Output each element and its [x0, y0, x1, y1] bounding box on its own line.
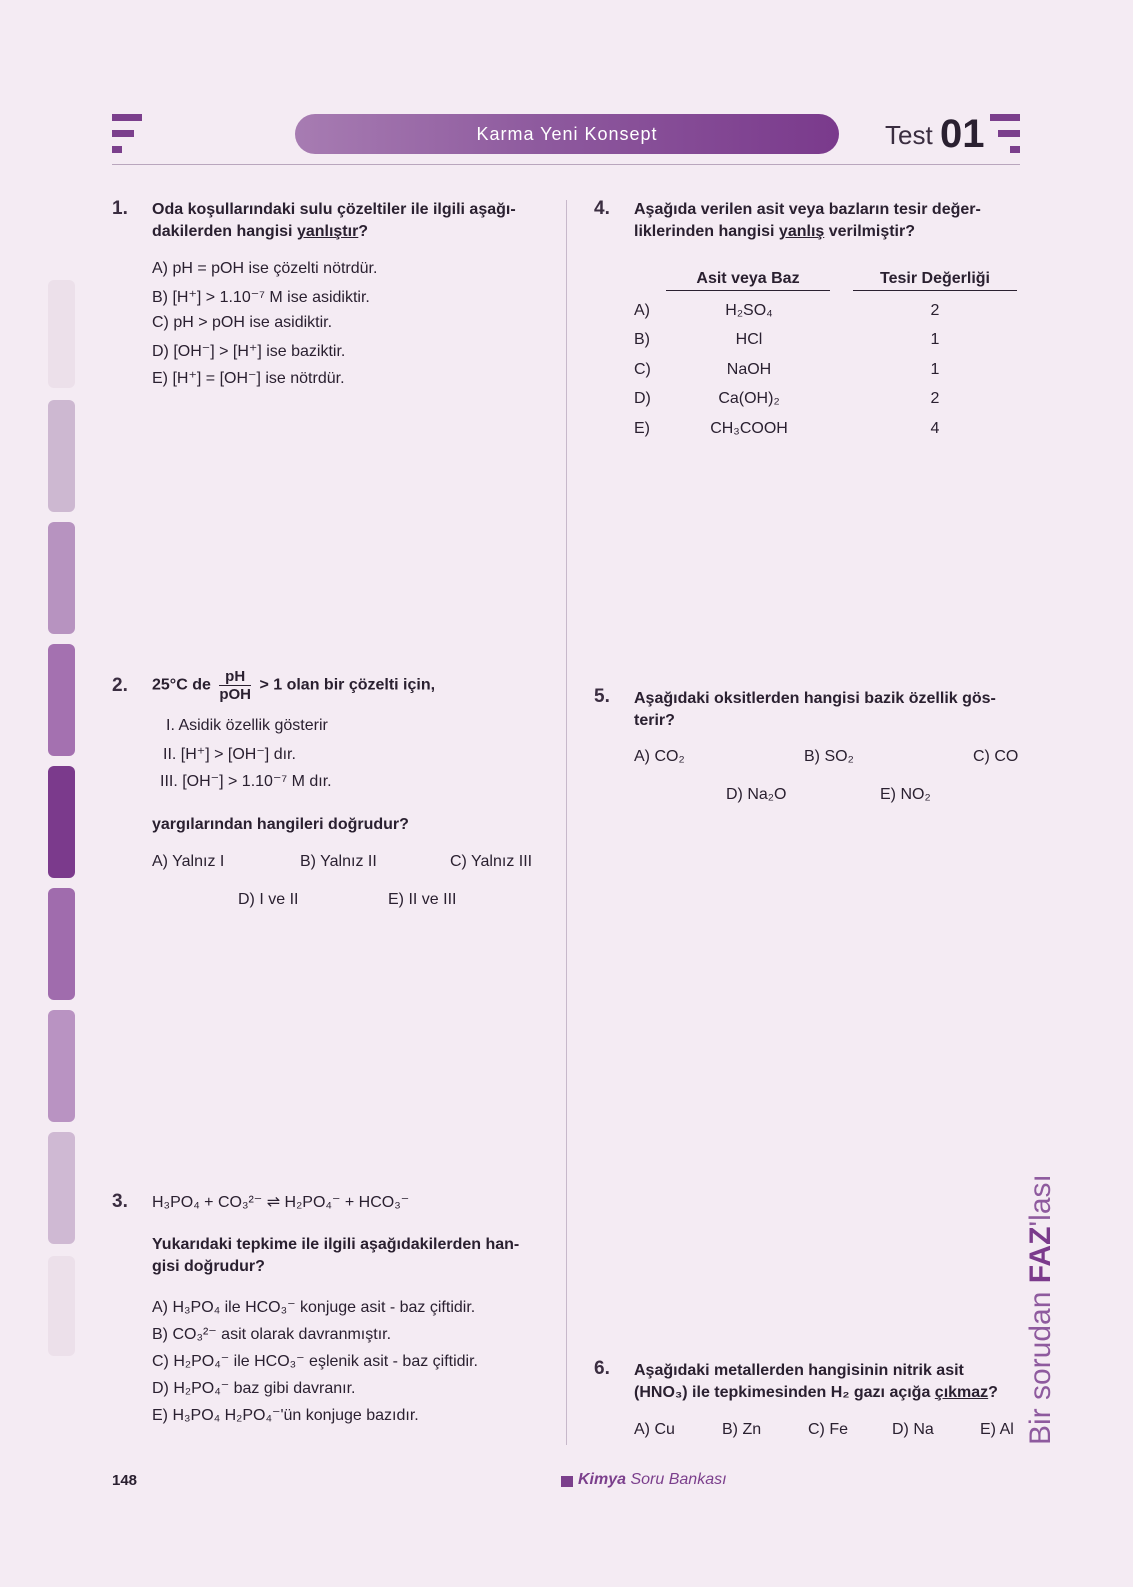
q4-row-d-label[interactable]: D)	[634, 390, 651, 407]
q4-row-b-label[interactable]: B)	[634, 331, 650, 348]
section-banner: Karma Yeni Konsept	[295, 114, 839, 154]
question-5-text: Aşağıdaki oksitlerden hangisi bazik özellik gös- terir?	[634, 690, 996, 729]
book-square-icon	[561, 1476, 573, 1487]
question-4-number: 4.	[594, 198, 610, 219]
q2-option-e[interactable]: E) II ve III	[388, 891, 457, 908]
q2-option-d[interactable]: D) I ve II	[238, 891, 299, 908]
q4-row-c-label[interactable]: C)	[634, 361, 651, 378]
q1-option-a[interactable]: A) pH = pOH ise çözelti nötrdür.	[152, 260, 378, 277]
q2-statement-2: II. [H⁺] > [OH⁻] dır.	[163, 746, 296, 763]
table-header-compound: Asit veya Baz	[666, 270, 830, 291]
q5-option-b[interactable]: B) SO₂	[804, 748, 854, 765]
q4-row-a-compound: H₂SO₄	[725, 302, 773, 319]
q3-option-b[interactable]: B) CO₃²⁻ asit olarak davranmıştır.	[152, 1326, 392, 1343]
q1-option-e[interactable]: E) [H⁺] = [OH⁻] ise nötrdür.	[152, 370, 345, 387]
q6-option-e[interactable]: E) Al	[980, 1421, 1014, 1438]
q3-option-e[interactable]: E) H₃PO₄ H₂PO₄⁻'ün konjuge bazıdır.	[152, 1407, 419, 1424]
q3-option-d[interactable]: D) H₂PO₄⁻ baz gibi davranır.	[152, 1380, 356, 1397]
column-divider	[566, 200, 567, 1445]
q1-option-b[interactable]: B) [H⁺] > 1.10⁻⁷ M ise asidiktir.	[152, 289, 370, 306]
q2-option-c[interactable]: C) Yalnız III	[450, 853, 533, 870]
test-label: Test	[885, 120, 933, 150]
question-3-number: 3.	[112, 1191, 128, 1212]
q2-statement-3: III. [OH⁻] > 1.10⁻⁷ M dır.	[160, 773, 332, 790]
question-6-text: Aşağıdaki metallerden hangisinin nitrik asit (HNO₃) ile tepkimesinden H₂ gazı açığa çıkmaz?	[634, 1362, 998, 1401]
q4-row-d-compound: Ca(OH)₂	[718, 390, 780, 407]
question-2-text: 25°C de $\frac{pH}{\text{pOH}}$ > 1 olan bir çözelti için,	[152, 668, 436, 703]
q3-option-a[interactable]: A) H₃PO₄ ile HCO₃⁻ konjuge asit - baz çiftidir.	[152, 1299, 476, 1316]
q6-option-b[interactable]: B) Zn	[722, 1421, 762, 1438]
q6-option-d[interactable]: D) Na	[892, 1421, 934, 1438]
q4-row-e-value: 4	[930, 420, 940, 437]
q4-row-d-value: 2	[930, 390, 940, 407]
question-1-text: Oda koşullarındaki sulu çözeltiler ile ilgili aşağı- dakilerden hangisi yanlıştır?	[152, 201, 516, 240]
question-1-number: 1.	[112, 198, 128, 219]
q4-row-e-label[interactable]: E)	[634, 420, 650, 437]
q6-option-a[interactable]: A) Cu	[634, 1421, 675, 1438]
q4-row-a-label[interactable]: A)	[634, 302, 650, 319]
brand-slogan: Bir sorudan FAZ'lası	[1024, 1174, 1057, 1445]
q3-option-c[interactable]: C) H₂PO₄⁻ ile HCO₃⁻ eşlenik asit - baz çiftidir.	[152, 1353, 478, 1370]
q5-option-e[interactable]: E) NO₂	[880, 786, 931, 803]
q2-statement-1: I. Asidik özellik gösterir	[166, 717, 328, 734]
ph-poh-fraction: $\frac{pH}{\text{pOH}}$	[219, 668, 251, 703]
q5-option-a[interactable]: A) CO₂	[634, 748, 685, 765]
q5-option-d[interactable]: D) Na₂O	[726, 786, 787, 803]
page-number: 148	[112, 1472, 138, 1489]
q5-option-c[interactable]: C) CO	[973, 748, 1019, 765]
question-4-text: Aşağıda verilen asit veya bazların tesir değer- liklerinden hangisi yanlış verilmiştir?	[634, 201, 981, 240]
q2-option-b[interactable]: B) Yalnız II	[300, 853, 377, 870]
q1-option-c[interactable]: C) pH > pOH ise asidiktir.	[152, 314, 333, 331]
question-3-text: Yukarıdaki tepkime ile ilgili aşağıdakilerden han- gisi doğrudur?	[152, 1236, 520, 1275]
question-3-equation: H₃PO₄ + CO₃²⁻ ⇌ H₂PO₄⁻ + HCO₃⁻	[152, 1194, 410, 1211]
q4-row-b-compound: HCl	[735, 331, 763, 348]
test-number: 01	[940, 112, 985, 156]
q6-option-c[interactable]: C) Fe	[808, 1421, 848, 1438]
q4-row-b-value: 1	[930, 331, 940, 348]
question-6-number: 6.	[594, 1358, 610, 1379]
q1-option-d[interactable]: D) [OH⁻] > [H⁺] ise baziktir.	[152, 343, 346, 360]
question-2-number: 2.	[112, 675, 128, 696]
table-header-valence: Tesir Değerliği	[853, 270, 1017, 291]
header-divider	[112, 164, 1020, 165]
q4-row-c-compound: NaOH	[726, 361, 772, 378]
question-2-prompt: yargılarından hangileri doğrudur?	[152, 816, 409, 833]
q2-option-a[interactable]: A) Yalnız I	[152, 853, 225, 870]
q4-row-a-value: 2	[930, 302, 940, 319]
q4-row-e-compound: CH₃COOH	[710, 420, 788, 437]
question-5-number: 5.	[594, 686, 610, 707]
book-title: Kimya Soru Bankası	[578, 1471, 727, 1488]
q4-row-c-value: 1	[930, 361, 940, 378]
